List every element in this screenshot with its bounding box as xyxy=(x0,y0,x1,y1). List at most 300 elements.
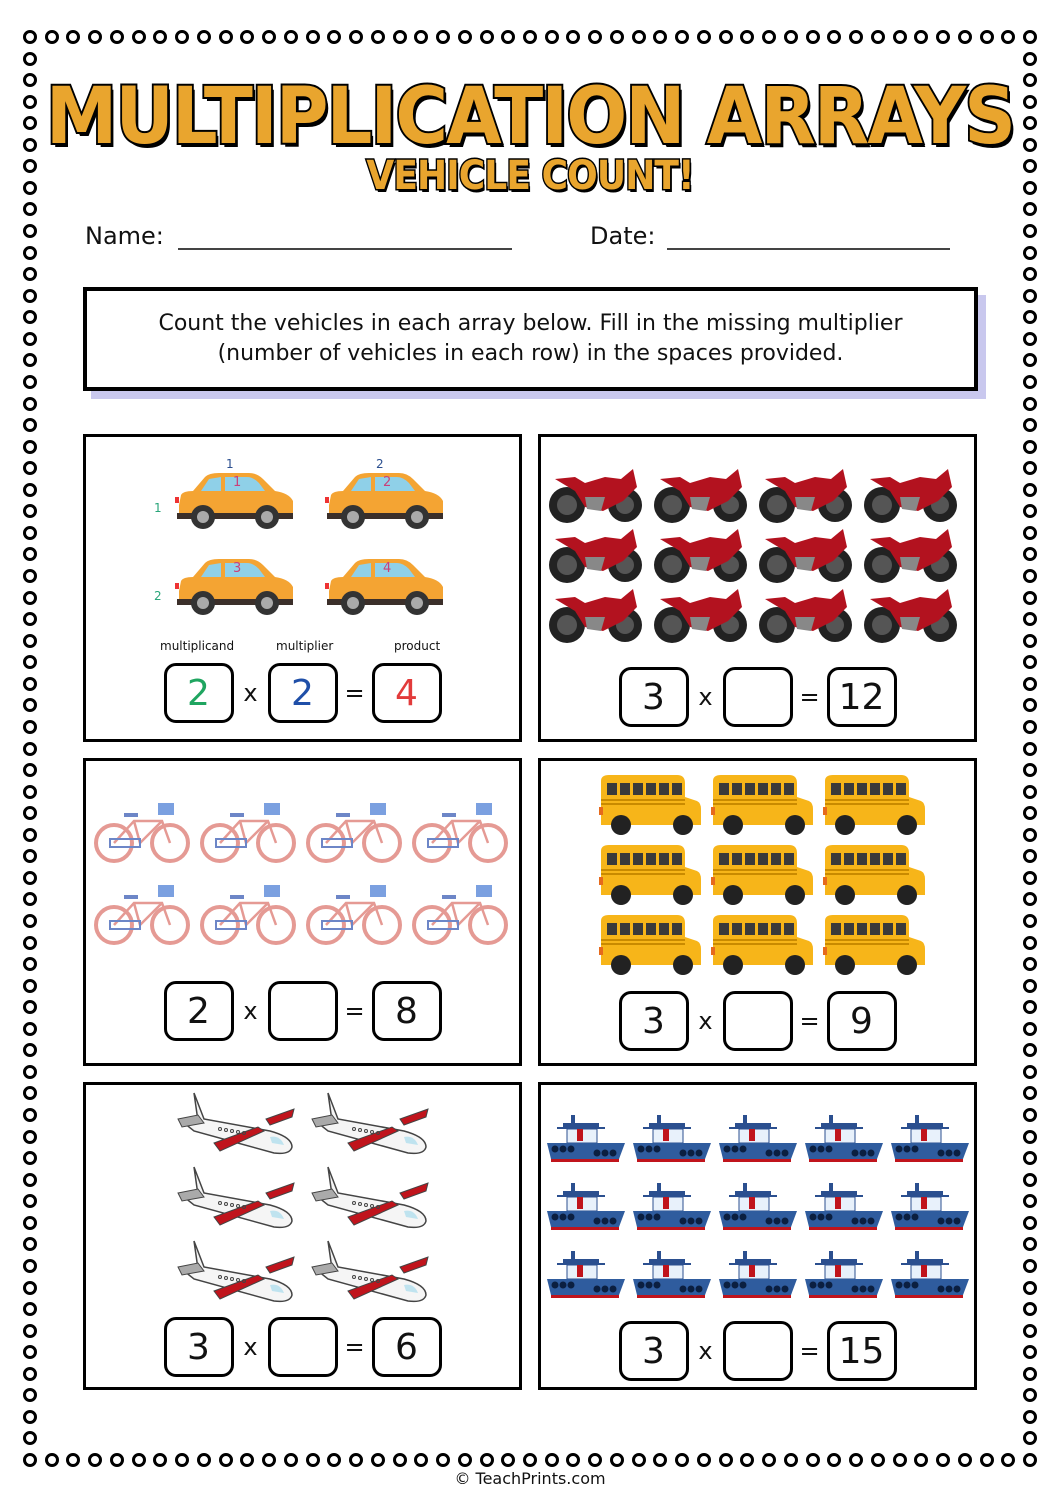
boat-icon xyxy=(889,1243,975,1311)
column-number: 1 xyxy=(226,457,234,471)
border-dot-icon xyxy=(849,1453,863,1467)
motorcycle-icon xyxy=(755,527,860,587)
border-dot-icon xyxy=(936,30,950,44)
border-dot-icon xyxy=(1001,30,1015,44)
border-dot-icon xyxy=(414,30,428,44)
multiplier-answer-box[interactable] xyxy=(723,991,793,1051)
problem-equation xyxy=(541,1321,974,1381)
bicycle-icon xyxy=(304,883,410,965)
border-dot-icon xyxy=(23,310,37,324)
times-sign: x xyxy=(243,997,258,1025)
car-count-number: 1 xyxy=(233,475,242,490)
border-dot-icon xyxy=(436,1453,450,1467)
border-dot-icon xyxy=(23,936,37,950)
border-dot-icon xyxy=(480,1453,494,1467)
border-dot-icon xyxy=(132,1453,146,1467)
boat-icon xyxy=(631,1243,717,1311)
border-dot-icon xyxy=(23,526,37,540)
border-dot-icon xyxy=(1023,677,1037,691)
school-bus-array xyxy=(599,773,935,983)
border-dot-icon xyxy=(132,30,146,44)
border-dot-icon xyxy=(262,1453,276,1467)
school-bus-icon xyxy=(711,773,823,843)
border-dot-icon xyxy=(1023,1022,1037,1036)
problem-panel-bicycles xyxy=(83,758,522,1066)
border-dot-icon xyxy=(871,1453,885,1467)
border-dot-icon xyxy=(1023,806,1037,820)
multiplicand-box: 3 xyxy=(164,1317,234,1377)
border-dot-icon xyxy=(393,30,407,44)
motorcycle-array xyxy=(545,467,965,647)
border-dot-icon xyxy=(1023,742,1037,756)
border-dot-icon xyxy=(1023,1388,1037,1402)
boat-icon xyxy=(803,1243,889,1311)
border-dot-icon xyxy=(23,763,37,777)
border-dot-icon xyxy=(1023,332,1037,346)
problem-panel-boats xyxy=(538,1082,977,1390)
bicycle-icon xyxy=(198,801,304,883)
border-dot-icon xyxy=(23,1065,37,1079)
border-dot-icon xyxy=(306,1453,320,1467)
border-dot-icon xyxy=(23,202,37,216)
school-bus-icon xyxy=(823,913,935,983)
border-dot-icon xyxy=(23,1410,37,1424)
border-dot-icon xyxy=(23,569,37,583)
border-dot-icon xyxy=(23,138,37,152)
boat-icon xyxy=(545,1243,631,1311)
airplane-icon xyxy=(174,1165,308,1239)
border-dot-icon xyxy=(23,1281,37,1295)
airplane-icon xyxy=(174,1091,308,1165)
border-dot-icon xyxy=(23,1086,37,1100)
problem-panel-motorcycles xyxy=(538,434,977,742)
car-icon xyxy=(321,557,445,623)
example-equation xyxy=(86,663,519,723)
border-dot-icon xyxy=(914,1453,928,1467)
instructions-box xyxy=(83,287,978,391)
motorcycle-icon xyxy=(860,527,965,587)
border-dot-icon xyxy=(1023,785,1037,799)
border-dot-icon xyxy=(23,591,37,605)
page-title: MULTIPLICATION ARRAYS xyxy=(45,72,1015,162)
motorcycle-icon xyxy=(545,467,650,527)
multiplicand-box: 2 xyxy=(164,981,234,1041)
border-dot-icon xyxy=(240,30,254,44)
multiplicand-box: 3 xyxy=(619,667,689,727)
border-dot-icon xyxy=(240,1453,254,1467)
boat-icon xyxy=(803,1107,889,1175)
border-dot-icon xyxy=(1023,1065,1037,1079)
boat-icon xyxy=(717,1107,803,1175)
border-dot-icon xyxy=(1023,892,1037,906)
problem-equation xyxy=(86,981,519,1041)
bicycle-icon xyxy=(410,883,516,965)
multiplier-answer-box[interactable] xyxy=(723,1321,793,1381)
equals-sign: = xyxy=(344,997,365,1025)
border-dot-icon xyxy=(1023,1302,1037,1316)
border-dot-icon xyxy=(23,73,37,87)
border-dot-icon xyxy=(697,1453,711,1467)
equals-sign: = xyxy=(344,1333,365,1361)
border-dot-icon xyxy=(23,1388,37,1402)
border-dot-icon xyxy=(1023,224,1037,238)
bicycle-icon xyxy=(92,883,198,965)
border-dot-icon xyxy=(153,1453,167,1467)
border-dot-icon xyxy=(23,332,37,346)
border-dot-icon xyxy=(1023,504,1037,518)
car-count-number: 2 xyxy=(383,475,392,490)
border-dot-icon xyxy=(23,828,37,842)
border-dot-icon xyxy=(306,30,320,44)
border-dot-icon xyxy=(719,1453,733,1467)
motorcycle-icon xyxy=(860,467,965,527)
border-dot-icon xyxy=(1023,591,1037,605)
equals-sign: = xyxy=(799,683,820,711)
border-dot-icon xyxy=(1023,1216,1037,1230)
border-dot-icon xyxy=(936,1453,950,1467)
border-dot-icon xyxy=(23,1367,37,1381)
border-dot-icon xyxy=(1023,914,1037,928)
date-field[interactable] xyxy=(667,248,950,250)
border-dot-icon xyxy=(284,1453,298,1467)
border-dot-icon xyxy=(23,1108,37,1122)
border-dot-icon xyxy=(1023,1259,1037,1273)
bicycle-icon xyxy=(198,883,304,965)
border-dot-icon xyxy=(197,1453,211,1467)
border-dot-icon xyxy=(1023,634,1037,648)
border-dot-icon xyxy=(23,742,37,756)
border-dot-icon xyxy=(893,30,907,44)
border-dot-icon xyxy=(1023,828,1037,842)
airplane-icon xyxy=(308,1239,442,1313)
product-box: 8 xyxy=(372,981,442,1041)
border-dot-icon xyxy=(610,1453,624,1467)
border-dot-icon xyxy=(1023,289,1037,303)
border-dot-icon xyxy=(827,30,841,44)
border-dot-icon xyxy=(1023,979,1037,993)
border-dot-icon xyxy=(1023,461,1037,475)
school-bus-icon xyxy=(599,913,711,983)
border-dot-icon xyxy=(784,30,798,44)
bicycle-icon xyxy=(92,801,198,883)
border-dot-icon xyxy=(1023,1410,1037,1424)
border-dot-icon xyxy=(675,1453,689,1467)
border-dot-icon xyxy=(480,30,494,44)
border-dot-icon xyxy=(1023,1453,1037,1467)
border-dot-icon xyxy=(88,30,102,44)
border-dot-icon xyxy=(1023,720,1037,734)
problem-equation xyxy=(541,667,974,727)
border-dot-icon xyxy=(23,289,37,303)
boat-icon xyxy=(631,1107,717,1175)
border-dot-icon xyxy=(958,30,972,44)
multiplicand-box: 3 xyxy=(619,991,689,1051)
border-dot-icon xyxy=(1023,1173,1037,1187)
border-dot-icon xyxy=(545,1453,559,1467)
border-dot-icon xyxy=(349,1453,363,1467)
multiplier-answer-box[interactable] xyxy=(268,1317,338,1377)
border-dot-icon xyxy=(1023,73,1037,87)
border-dot-icon xyxy=(1001,1453,1015,1467)
border-dot-icon xyxy=(827,1453,841,1467)
border-dot-icon xyxy=(1023,181,1037,195)
border-dot-icon xyxy=(414,1453,428,1467)
border-dot-icon xyxy=(88,1453,102,1467)
example-panel-cars xyxy=(83,434,522,742)
equals-sign: = xyxy=(344,679,365,707)
border-dot-icon xyxy=(1023,310,1037,324)
border-dot-icon xyxy=(523,1453,537,1467)
product-box: 4 xyxy=(372,663,442,723)
border-dot-icon xyxy=(23,1431,37,1445)
border-dot-icon xyxy=(66,1453,80,1467)
bicycle-icon xyxy=(304,801,410,883)
equals-sign: = xyxy=(799,1007,820,1035)
border-dot-icon xyxy=(110,30,124,44)
border-dot-icon xyxy=(1023,440,1037,454)
border-dot-icon xyxy=(1023,353,1037,367)
border-dot-icon xyxy=(1023,375,1037,389)
school-bus-icon xyxy=(711,843,823,913)
border-dot-icon xyxy=(23,30,37,44)
border-dot-icon xyxy=(23,375,37,389)
border-dot-icon xyxy=(1023,1281,1037,1295)
border-dot-icon xyxy=(1023,1000,1037,1014)
border-dot-icon xyxy=(393,1453,407,1467)
border-dot-icon xyxy=(1023,418,1037,432)
product-box: 12 xyxy=(827,667,897,727)
border-dot-icon xyxy=(23,849,37,863)
multiplier-answer-box[interactable] xyxy=(723,667,793,727)
school-bus-icon xyxy=(711,913,823,983)
border-dot-icon xyxy=(66,30,80,44)
airplane-icon xyxy=(308,1165,442,1239)
border-dot-icon xyxy=(23,418,37,432)
border-dot-icon xyxy=(1023,936,1037,950)
border-dot-icon xyxy=(1023,1345,1037,1359)
border-dot-icon xyxy=(1023,1194,1037,1208)
border-dot-icon xyxy=(653,30,667,44)
border-dot-icon xyxy=(740,1453,754,1467)
boat-icon xyxy=(889,1107,975,1175)
border-dot-icon xyxy=(23,181,37,195)
border-dot-icon xyxy=(980,30,994,44)
border-dot-icon xyxy=(501,1453,515,1467)
motorcycle-icon xyxy=(650,527,755,587)
border-dot-icon xyxy=(1023,1108,1037,1122)
border-dot-icon xyxy=(458,30,472,44)
border-dot-icon xyxy=(1023,612,1037,626)
equals-sign: = xyxy=(799,1337,820,1365)
border-dot-icon xyxy=(23,1345,37,1359)
border-dot-icon xyxy=(45,1453,59,1467)
border-dot-icon xyxy=(566,1453,580,1467)
border-dot-icon xyxy=(371,1453,385,1467)
boat-icon xyxy=(545,1107,631,1175)
border-dot-icon xyxy=(23,95,37,109)
boat-icon xyxy=(717,1175,803,1243)
border-dot-icon xyxy=(762,1453,776,1467)
border-dot-icon xyxy=(588,30,602,44)
car-icon xyxy=(171,471,295,537)
border-dot-icon xyxy=(1023,1367,1037,1381)
border-dot-icon xyxy=(23,353,37,367)
border-dot-icon xyxy=(1023,957,1037,971)
border-dot-icon xyxy=(1023,1086,1037,1100)
border-dot-icon xyxy=(632,1453,646,1467)
name-label: Name: xyxy=(85,222,164,250)
border-dot-icon xyxy=(762,30,776,44)
border-dot-icon xyxy=(23,914,37,928)
border-dot-icon xyxy=(349,30,363,44)
border-dot-icon xyxy=(23,483,37,497)
border-dot-icon xyxy=(1023,1431,1037,1445)
border-dot-icon xyxy=(588,1453,602,1467)
border-dot-icon xyxy=(219,30,233,44)
times-sign: x xyxy=(698,1337,713,1365)
copyright-footer: © TeachPrints.com xyxy=(454,1469,606,1488)
border-dot-icon xyxy=(45,30,59,44)
border-dot-icon xyxy=(23,1302,37,1316)
border-dot-icon xyxy=(1023,95,1037,109)
border-dot-icon xyxy=(1023,397,1037,411)
border-dot-icon xyxy=(1023,763,1037,777)
border-dot-icon xyxy=(23,504,37,518)
multiplier-box: 2 xyxy=(268,663,338,723)
boat-icon xyxy=(889,1175,975,1243)
border-dot-icon xyxy=(653,1453,667,1467)
problem-equation xyxy=(541,991,974,1051)
border-dot-icon xyxy=(1023,569,1037,583)
border-dot-icon xyxy=(740,30,754,44)
school-bus-icon xyxy=(599,843,711,913)
school-bus-icon xyxy=(823,773,935,843)
border-dot-icon xyxy=(501,30,515,44)
border-dot-icon xyxy=(23,677,37,691)
border-dot-icon xyxy=(1023,483,1037,497)
border-dot-icon xyxy=(23,979,37,993)
border-dot-icon xyxy=(806,1453,820,1467)
problem-panel-airplanes xyxy=(83,1082,522,1390)
border-dot-icon xyxy=(1023,30,1037,44)
border-dot-icon xyxy=(110,1453,124,1467)
multiplier-answer-box[interactable] xyxy=(268,981,338,1041)
date-label: Date: xyxy=(590,222,656,250)
multiplicand-label: multiplicand xyxy=(160,639,235,653)
border-dot-icon xyxy=(284,30,298,44)
border-dot-icon xyxy=(23,461,37,475)
times-sign: x xyxy=(698,683,713,711)
multiplier-label: multiplier xyxy=(276,639,334,653)
border-dot-icon xyxy=(23,698,37,712)
border-dot-icon xyxy=(1023,246,1037,260)
border-dot-icon xyxy=(23,1043,37,1057)
border-dot-icon xyxy=(1023,1043,1037,1057)
border-dot-icon xyxy=(153,30,167,44)
motorcycle-icon xyxy=(545,527,650,587)
border-dot-icon xyxy=(1023,1237,1037,1251)
times-sign: x xyxy=(243,1333,258,1361)
car-icon xyxy=(171,557,295,623)
border-dot-icon xyxy=(175,30,189,44)
border-dot-icon xyxy=(1023,526,1037,540)
border-dot-icon xyxy=(1023,202,1037,216)
border-dot-icon xyxy=(806,30,820,44)
multiplicand-box: 3 xyxy=(619,1321,689,1381)
border-dot-icon xyxy=(1023,849,1037,863)
border-dot-icon xyxy=(23,892,37,906)
airplane-icon xyxy=(174,1239,308,1313)
motorcycle-icon xyxy=(650,467,755,527)
border-dot-icon xyxy=(958,1453,972,1467)
car-count-number: 3 xyxy=(233,561,242,576)
border-dot-icon xyxy=(436,30,450,44)
motorcycle-icon xyxy=(755,467,860,527)
border-dot-icon xyxy=(23,52,37,66)
product-box: 15 xyxy=(827,1321,897,1381)
border-dot-icon xyxy=(175,1453,189,1467)
car-icon xyxy=(321,471,445,537)
row-number: 2 xyxy=(154,589,162,603)
border-dot-icon xyxy=(914,30,928,44)
border-dot-icon xyxy=(458,1453,472,1467)
border-dot-icon xyxy=(23,224,37,238)
border-dot-icon xyxy=(23,1173,37,1187)
border-dot-icon xyxy=(23,1216,37,1230)
school-bus-icon xyxy=(599,773,711,843)
border-dot-icon xyxy=(1023,547,1037,561)
border-dot-icon xyxy=(23,1194,37,1208)
border-dot-icon xyxy=(697,30,711,44)
border-dot-icon xyxy=(327,30,341,44)
school-bus-icon xyxy=(823,843,935,913)
border-dot-icon xyxy=(1023,116,1037,130)
border-dot-icon xyxy=(1023,1151,1037,1165)
border-dot-icon xyxy=(23,1324,37,1338)
product-box: 9 xyxy=(827,991,897,1051)
airplane-array xyxy=(174,1091,442,1313)
name-field[interactable] xyxy=(178,248,512,250)
border-dot-icon xyxy=(23,547,37,561)
border-dot-icon xyxy=(23,1259,37,1273)
border-dot-icon xyxy=(23,1000,37,1014)
border-dot-icon xyxy=(566,30,580,44)
page-subtitle: VEHICLE COUNT! xyxy=(366,153,694,199)
boat-icon xyxy=(803,1175,889,1243)
border-dot-icon xyxy=(1023,52,1037,66)
bicycle-icon xyxy=(410,801,516,883)
border-dot-icon xyxy=(219,1453,233,1467)
product-label: product xyxy=(394,639,441,653)
border-dot-icon xyxy=(1023,267,1037,281)
border-dot-icon xyxy=(23,1453,37,1467)
boat-icon xyxy=(545,1175,631,1243)
border-dot-icon xyxy=(23,612,37,626)
column-number: 2 xyxy=(376,457,384,471)
problem-panel-buses xyxy=(538,758,977,1066)
motorcycle-icon xyxy=(650,587,755,647)
border-dot-icon xyxy=(23,1130,37,1144)
border-dot-icon xyxy=(1023,1324,1037,1338)
border-dot-icon xyxy=(1023,871,1037,885)
border-dot-icon xyxy=(23,159,37,173)
border-dot-icon xyxy=(23,634,37,648)
border-dot-icon xyxy=(1023,159,1037,173)
border-dot-icon xyxy=(371,30,385,44)
border-dot-icon xyxy=(23,116,37,130)
border-dot-icon xyxy=(1023,138,1037,152)
border-dot-icon xyxy=(23,440,37,454)
